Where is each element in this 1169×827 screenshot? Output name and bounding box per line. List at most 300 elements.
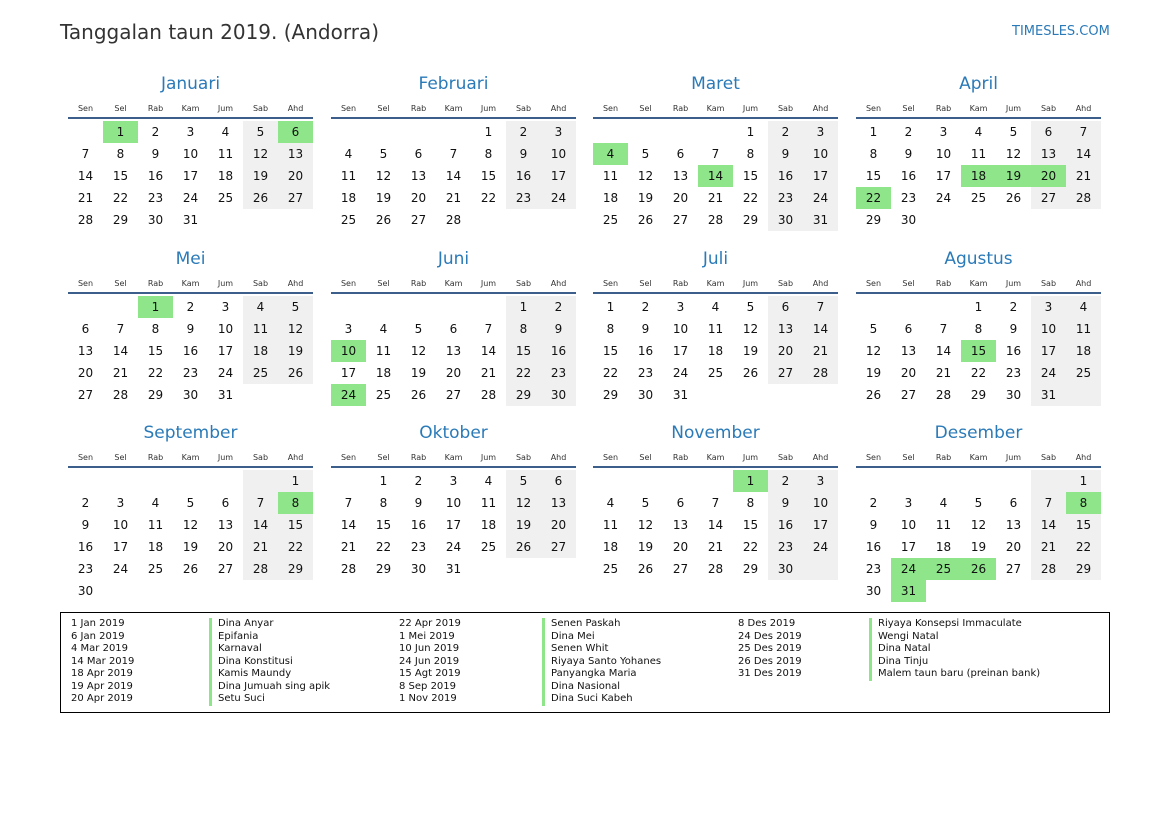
day-cell: 25 xyxy=(970,191,987,205)
day-cell: 2 xyxy=(641,300,650,314)
day-cell: 3 xyxy=(186,125,195,139)
header-divider xyxy=(68,117,313,119)
day-cell: 4 xyxy=(939,496,948,510)
weekday-label: Sab xyxy=(777,104,794,113)
holiday-day-cell: 1 xyxy=(733,470,768,492)
legend-holiday-name: Dina Konstitusi xyxy=(209,656,293,669)
day-cell: 5 xyxy=(641,147,650,161)
weekday-label: Jum xyxy=(742,453,759,462)
day-cell: 18 xyxy=(147,540,164,554)
day-cell: 10 xyxy=(900,518,917,532)
weekday-label: Sab xyxy=(1040,104,1057,113)
day-cell: 7 xyxy=(116,322,125,336)
holiday-day-cell: 24 xyxy=(331,384,366,406)
weekday-label: Kam xyxy=(706,104,725,113)
weekday-label: Rab xyxy=(147,279,164,288)
day-cell: 27 xyxy=(777,366,794,380)
weekday-header xyxy=(856,102,1101,116)
legend-date: 1 Nov 2019 xyxy=(399,693,457,704)
legend-date: 1 Jan 2019 xyxy=(71,618,125,629)
day-cell: 22 xyxy=(602,366,619,380)
weekday-label: Sel xyxy=(902,453,915,462)
day-cell: 6 xyxy=(221,496,230,510)
weekday-label: Ahd xyxy=(550,104,567,113)
legend-holiday-name: Dina Tinju xyxy=(869,656,928,669)
day-cell: 4 xyxy=(256,300,265,314)
holiday-day-cell: 8 xyxy=(1066,492,1101,514)
day-cell: 23 xyxy=(777,540,794,554)
day-cell: 22 xyxy=(112,191,129,205)
legend-date: 1 Mei 2019 xyxy=(399,630,455,642)
day-cell: 12 xyxy=(970,518,987,532)
day-cell: 22 xyxy=(375,540,392,554)
day-cell: 9 xyxy=(186,322,195,336)
day-cell: 7 xyxy=(711,496,720,510)
day-cell: 26 xyxy=(182,562,199,576)
holiday-day-cell: 14 xyxy=(698,165,733,187)
day-cell: 29 xyxy=(287,562,304,576)
day-cell: 16 xyxy=(637,344,654,358)
day-cell: 11 xyxy=(375,344,392,358)
day-cell: 21 xyxy=(340,540,357,554)
day-cell: 24 xyxy=(217,366,234,380)
day-cell: 27 xyxy=(900,388,917,402)
day-cell: 9 xyxy=(151,147,160,161)
day-cell: 14 xyxy=(812,322,829,336)
day-cell: 6 xyxy=(676,147,685,161)
day-cell: 30 xyxy=(777,562,794,576)
weekday-label: Sen xyxy=(602,104,619,113)
day-cell: 27 xyxy=(1040,191,1057,205)
day-cell: 27 xyxy=(550,540,567,554)
day-cell: 18 xyxy=(707,344,724,358)
weekday-label: Sen xyxy=(77,453,94,462)
day-cell: 24 xyxy=(182,191,199,205)
day-cell: 2 xyxy=(781,125,790,139)
day-cell: 16 xyxy=(515,169,532,183)
weekday-label: Rab xyxy=(410,279,427,288)
day-cell: 3 xyxy=(116,496,125,510)
day-cell: 14 xyxy=(480,344,497,358)
day-cell: 14 xyxy=(77,169,94,183)
day-cell: 31 xyxy=(1040,388,1057,402)
day-cell: 22 xyxy=(480,191,497,205)
day-cell: 31 xyxy=(217,388,234,402)
day-cell: 21 xyxy=(77,191,94,205)
day-cell: 30 xyxy=(777,213,794,227)
weekday-label: Sab xyxy=(515,453,532,462)
day-cell: 17 xyxy=(445,518,462,532)
day-cell: 13 xyxy=(445,344,462,358)
day-cell: 13 xyxy=(672,169,689,183)
day-cell: 10 xyxy=(445,496,462,510)
legend-date: 14 Mar 2019 xyxy=(71,655,135,667)
day-cell: 15 xyxy=(480,169,497,183)
weekday-label: Rab xyxy=(935,104,952,113)
day-cell: 14 xyxy=(112,344,129,358)
legend-holiday-name: Epifania xyxy=(209,631,258,644)
day-cell: 21 xyxy=(480,366,497,380)
day-cell: 29 xyxy=(112,213,129,227)
day-cell: 1 xyxy=(519,300,528,314)
day-cell: 13 xyxy=(777,322,794,336)
day-cell: 23 xyxy=(1005,366,1022,380)
holiday-day-cell: 15 xyxy=(961,340,996,362)
day-cell: 12 xyxy=(1005,147,1022,161)
day-cell: 7 xyxy=(344,496,353,510)
day-cell: 4 xyxy=(484,474,493,488)
day-cell: 20 xyxy=(77,366,94,380)
header-divider xyxy=(593,117,838,119)
weekday-label: Sel xyxy=(639,453,652,462)
weekday-label: Jum xyxy=(217,104,234,113)
day-cell: 18 xyxy=(252,344,269,358)
day-cell: 12 xyxy=(252,147,269,161)
legend-date: 19 Apr 2019 xyxy=(71,680,133,692)
weekday-label: Ahd xyxy=(812,279,829,288)
day-cell: 3 xyxy=(939,125,948,139)
day-cell: 1 xyxy=(379,474,388,488)
day-cell: 19 xyxy=(515,518,532,532)
day-cell: 20 xyxy=(550,518,567,532)
legend-date: 20 Apr 2019 xyxy=(71,693,133,704)
weekday-label: Rab xyxy=(935,453,952,462)
legend-date: 10 Jun 2019 xyxy=(399,643,460,654)
day-cell: 19 xyxy=(252,169,269,183)
day-cell: 10 xyxy=(182,147,199,161)
weekday-label: Ahd xyxy=(287,453,304,462)
day-cell: 6 xyxy=(414,147,423,161)
weekday-label: Kam xyxy=(706,279,725,288)
day-cell: 31 xyxy=(812,213,829,227)
day-cell: 17 xyxy=(672,344,689,358)
day-cell: 13 xyxy=(287,147,304,161)
day-cell: 20 xyxy=(672,540,689,554)
day-cell: 25 xyxy=(375,388,392,402)
header-divider xyxy=(68,292,313,294)
day-cell: 12 xyxy=(410,344,427,358)
day-cell: 11 xyxy=(217,147,234,161)
weekday-header xyxy=(331,277,576,291)
day-cell: 7 xyxy=(939,322,948,336)
day-cell: 5 xyxy=(974,496,983,510)
month-name: Desember xyxy=(934,423,1023,443)
day-cell: 15 xyxy=(602,344,619,358)
day-cell: 11 xyxy=(935,518,952,532)
weekday-header xyxy=(68,451,313,465)
day-cell: 20 xyxy=(410,191,427,205)
day-cell: 2 xyxy=(151,125,160,139)
day-cell: 28 xyxy=(252,562,269,576)
day-cell: 5 xyxy=(746,300,755,314)
day-cell: 30 xyxy=(865,584,882,598)
day-cell: 29 xyxy=(515,388,532,402)
weekday-label: Jum xyxy=(1005,104,1022,113)
holiday-day-cell: 24 xyxy=(891,558,926,580)
holiday-day-cell: 26 xyxy=(961,558,996,580)
day-cell: 28 xyxy=(340,562,357,576)
day-cell: 7 xyxy=(711,147,720,161)
day-cell: 20 xyxy=(445,366,462,380)
weekday-label: Sen xyxy=(77,279,94,288)
day-cell: 27 xyxy=(287,191,304,205)
weekday-label: Sab xyxy=(515,279,532,288)
day-cell: 18 xyxy=(602,191,619,205)
holiday-day-cell: 20 xyxy=(1031,165,1066,187)
legend-date: 22 Apr 2019 xyxy=(399,618,461,629)
month-name: Mei xyxy=(175,249,206,269)
day-cell: 13 xyxy=(217,518,234,532)
weekday-label: Sen xyxy=(340,453,357,462)
holiday-day-cell: 1 xyxy=(138,296,173,318)
day-cell: 9 xyxy=(641,322,650,336)
weekday-label: Sel xyxy=(377,279,390,288)
day-cell: 27 xyxy=(1005,562,1022,576)
day-cell: 24 xyxy=(445,540,462,554)
day-cell: 21 xyxy=(252,540,269,554)
weekday-header xyxy=(331,102,576,116)
day-cell: 19 xyxy=(637,540,654,554)
brand-link[interactable]: TIMESLES.COM xyxy=(1012,24,1110,39)
weekday-label: Jum xyxy=(742,279,759,288)
day-cell: 16 xyxy=(865,540,882,554)
month-name: Januari xyxy=(160,74,221,94)
legend-date: 24 Des 2019 xyxy=(738,630,802,642)
day-cell: 5 xyxy=(256,125,265,139)
day-cell: 29 xyxy=(742,213,759,227)
day-cell: 23 xyxy=(900,191,917,205)
header-divider xyxy=(856,117,1101,119)
day-cell: 2 xyxy=(186,300,195,314)
day-cell: 19 xyxy=(865,366,882,380)
day-cell: 23 xyxy=(182,366,199,380)
legend-holiday-name: Dina Anyar xyxy=(209,618,273,631)
day-cell: 11 xyxy=(252,322,269,336)
day-cell: 12 xyxy=(182,518,199,532)
day-cell: 2 xyxy=(904,125,913,139)
day-cell: 4 xyxy=(151,496,160,510)
day-cell: 6 xyxy=(449,322,458,336)
day-cell: 30 xyxy=(182,388,199,402)
day-cell: 8 xyxy=(116,147,125,161)
header-divider xyxy=(856,466,1101,468)
weekday-label: Sen xyxy=(602,453,619,462)
day-cell: 21 xyxy=(112,366,129,380)
day-cell: 19 xyxy=(287,344,304,358)
weekday-label: Ahd xyxy=(812,104,829,113)
day-cell: 25 xyxy=(1075,366,1092,380)
day-cell: 23 xyxy=(550,366,567,380)
legend-date: 8 Sep 2019 xyxy=(399,680,457,692)
holiday-day-cell: 4 xyxy=(593,143,628,165)
weekday-label: Sel xyxy=(639,104,652,113)
weekday-label: Kam xyxy=(706,453,725,462)
weekday-label: Kam xyxy=(444,279,463,288)
weekday-label: Jum xyxy=(480,104,497,113)
weekday-label: Ahd xyxy=(550,453,567,462)
weekday-label: Sen xyxy=(340,104,357,113)
day-cell: 26 xyxy=(410,388,427,402)
day-cell: 28 xyxy=(812,366,829,380)
day-cell: 31 xyxy=(672,388,689,402)
day-cell: 3 xyxy=(1044,300,1053,314)
day-cell: 10 xyxy=(112,518,129,532)
day-cell: 9 xyxy=(904,147,913,161)
day-cell: 21 xyxy=(935,366,952,380)
weekday-label: Ahd xyxy=(550,279,567,288)
day-cell: 16 xyxy=(77,540,94,554)
day-cell: 7 xyxy=(81,147,90,161)
day-cell: 8 xyxy=(484,147,493,161)
day-cell: 17 xyxy=(550,169,567,183)
day-cell: 17 xyxy=(812,169,829,183)
day-cell: 12 xyxy=(287,322,304,336)
day-cell: 3 xyxy=(221,300,230,314)
day-cell: 13 xyxy=(672,518,689,532)
holiday-day-cell: 25 xyxy=(926,558,961,580)
weekday-label: Kam xyxy=(969,104,988,113)
day-cell: 8 xyxy=(519,322,528,336)
day-cell: 28 xyxy=(707,562,724,576)
day-cell: 1 xyxy=(291,474,300,488)
weekday-label: Rab xyxy=(147,104,164,113)
day-cell: 2 xyxy=(81,496,90,510)
day-cell: 17 xyxy=(340,366,357,380)
day-cell: 20 xyxy=(217,540,234,554)
holiday-day-cell: 19 xyxy=(996,165,1031,187)
weekday-label: Sab xyxy=(1040,453,1057,462)
day-cell: 3 xyxy=(344,322,353,336)
weekday-label: Jum xyxy=(1005,279,1022,288)
legend-date: 8 Des 2019 xyxy=(738,618,796,629)
day-cell: 3 xyxy=(676,300,685,314)
day-cell: 13 xyxy=(1005,518,1022,532)
legend-holiday-name: Riyaya Konsepsi Immaculate xyxy=(869,618,1022,631)
day-cell: 9 xyxy=(81,518,90,532)
day-cell: 23 xyxy=(410,540,427,554)
day-cell: 17 xyxy=(812,518,829,532)
day-cell: 7 xyxy=(449,147,458,161)
day-cell: 17 xyxy=(935,169,952,183)
day-cell: 15 xyxy=(742,169,759,183)
day-cell: 18 xyxy=(602,540,619,554)
day-cell: 10 xyxy=(672,322,689,336)
weekday-label: Sel xyxy=(114,104,127,113)
day-cell: 15 xyxy=(1075,518,1092,532)
weekday-label: Kam xyxy=(444,453,463,462)
day-cell: 24 xyxy=(112,562,129,576)
header-divider xyxy=(331,292,576,294)
day-cell: 16 xyxy=(410,518,427,532)
day-cell: 9 xyxy=(1009,322,1018,336)
weekday-label: Rab xyxy=(410,104,427,113)
day-cell: 15 xyxy=(112,169,129,183)
day-cell: 25 xyxy=(707,366,724,380)
day-cell: 22 xyxy=(1075,540,1092,554)
day-cell: 4 xyxy=(344,147,353,161)
day-cell: 11 xyxy=(480,496,497,510)
day-cell: 13 xyxy=(77,344,94,358)
day-cell: 26 xyxy=(1005,191,1022,205)
day-cell: 28 xyxy=(935,388,952,402)
weekday-label: Sel xyxy=(114,279,127,288)
weekday-label: Sab xyxy=(252,104,269,113)
day-cell: 29 xyxy=(375,562,392,576)
day-cell: 11 xyxy=(602,169,619,183)
day-cell: 22 xyxy=(742,191,759,205)
weekday-label: Ahd xyxy=(1075,453,1092,462)
day-cell: 23 xyxy=(777,191,794,205)
day-cell: 18 xyxy=(217,169,234,183)
day-cell: 12 xyxy=(865,344,882,358)
day-cell: 8 xyxy=(746,147,755,161)
weekday-label: Rab xyxy=(672,453,689,462)
day-cell: 20 xyxy=(287,169,304,183)
weekday-label: Kam xyxy=(969,279,988,288)
page-title: Tanggalan taun 2019. (Andorra) xyxy=(60,20,379,44)
day-cell: 13 xyxy=(550,496,567,510)
day-cell: 6 xyxy=(1009,496,1018,510)
legend-date: 15 Agt 2019 xyxy=(399,668,461,679)
header-divider xyxy=(856,292,1101,294)
day-cell: 9 xyxy=(519,147,528,161)
weekday-label: Rab xyxy=(935,279,952,288)
day-cell: 1 xyxy=(869,125,878,139)
weekday-label: Kam xyxy=(181,453,200,462)
day-cell: 15 xyxy=(515,344,532,358)
day-cell: 5 xyxy=(641,496,650,510)
day-cell: 10 xyxy=(812,147,829,161)
day-cell: 31 xyxy=(445,562,462,576)
day-cell: 14 xyxy=(935,344,952,358)
day-cell: 15 xyxy=(742,518,759,532)
month-name: Juni xyxy=(437,249,470,269)
day-cell: 27 xyxy=(672,213,689,227)
weekday-label: Sel xyxy=(902,279,915,288)
month-name: November xyxy=(671,423,760,443)
day-cell: 4 xyxy=(711,300,720,314)
day-cell: 5 xyxy=(519,474,528,488)
weekday-label: Jum xyxy=(1005,453,1022,462)
day-cell: 27 xyxy=(672,562,689,576)
day-cell: 3 xyxy=(904,496,913,510)
weekday-label: Sen xyxy=(865,453,882,462)
weekday-label: Sab xyxy=(777,453,794,462)
weekday-label: Sel xyxy=(639,279,652,288)
day-cell: 13 xyxy=(1040,147,1057,161)
weekday-header xyxy=(593,277,838,291)
weekday-label: Ahd xyxy=(1075,279,1092,288)
day-cell: 10 xyxy=(812,496,829,510)
weekday-label: Sel xyxy=(377,453,390,462)
day-cell: 17 xyxy=(112,540,129,554)
legend-holiday-name: Malem taun baru (preinan bank) xyxy=(869,668,1040,681)
day-cell: 26 xyxy=(742,366,759,380)
day-cell: 7 xyxy=(484,322,493,336)
month-name: April xyxy=(959,74,998,94)
day-cell: 27 xyxy=(445,388,462,402)
day-cell: 4 xyxy=(221,125,230,139)
day-cell: 28 xyxy=(1075,191,1092,205)
weekday-label: Ahd xyxy=(287,279,304,288)
weekday-label: Sab xyxy=(252,279,269,288)
day-cell: 29 xyxy=(865,213,882,227)
weekday-label: Sen xyxy=(865,279,882,288)
weekday-label: Sen xyxy=(340,279,357,288)
legend-date: 18 Apr 2019 xyxy=(71,668,133,679)
legend-holiday-name: Kamis Maundy xyxy=(209,668,291,681)
day-cell: 15 xyxy=(865,169,882,183)
